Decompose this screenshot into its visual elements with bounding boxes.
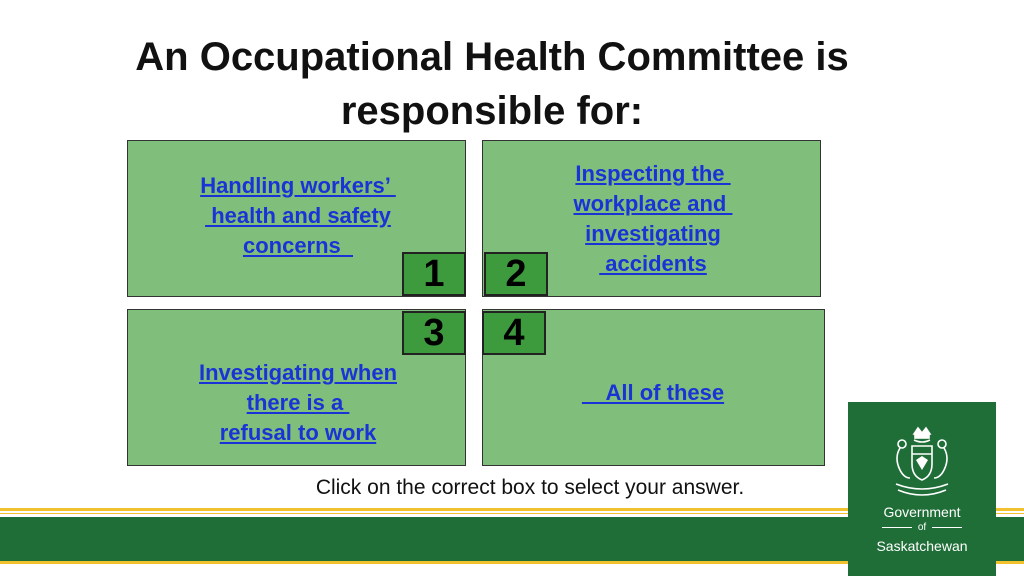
coat-of-arms-icon [888, 424, 956, 502]
instruction-text: Click on the correct box to select your answer. [315, 476, 745, 499]
logo-text-of-word: of [917, 522, 927, 533]
answer-text-4[interactable]: All of these [581, 380, 725, 405]
slide-title [40, 30, 944, 138]
slide-title-line1: An Occupational Health Committee is [135, 35, 849, 79]
number-box-2[interactable]: 2 [484, 252, 548, 296]
government-logo [848, 402, 996, 576]
slide-title-line2: responsible for: [340, 89, 644, 133]
number-box-1[interactable]: 1 [402, 252, 466, 296]
answer-text-3[interactable]: Investigating when there is a refusal to work [198, 360, 398, 445]
logo-text-of [848, 522, 996, 533]
logo-text-government: Government [883, 504, 961, 520]
number-box-4[interactable]: 4 [482, 311, 546, 355]
answer-text-1[interactable]: Handling workers’ health and safety concerns [200, 173, 391, 258]
logo-text-saskatchewan: Saskatchewan [876, 538, 968, 554]
number-box-3[interactable]: 3 [402, 311, 466, 355]
answer-text-2[interactable]: Inspecting the workplace and investigating accidents [573, 161, 727, 276]
